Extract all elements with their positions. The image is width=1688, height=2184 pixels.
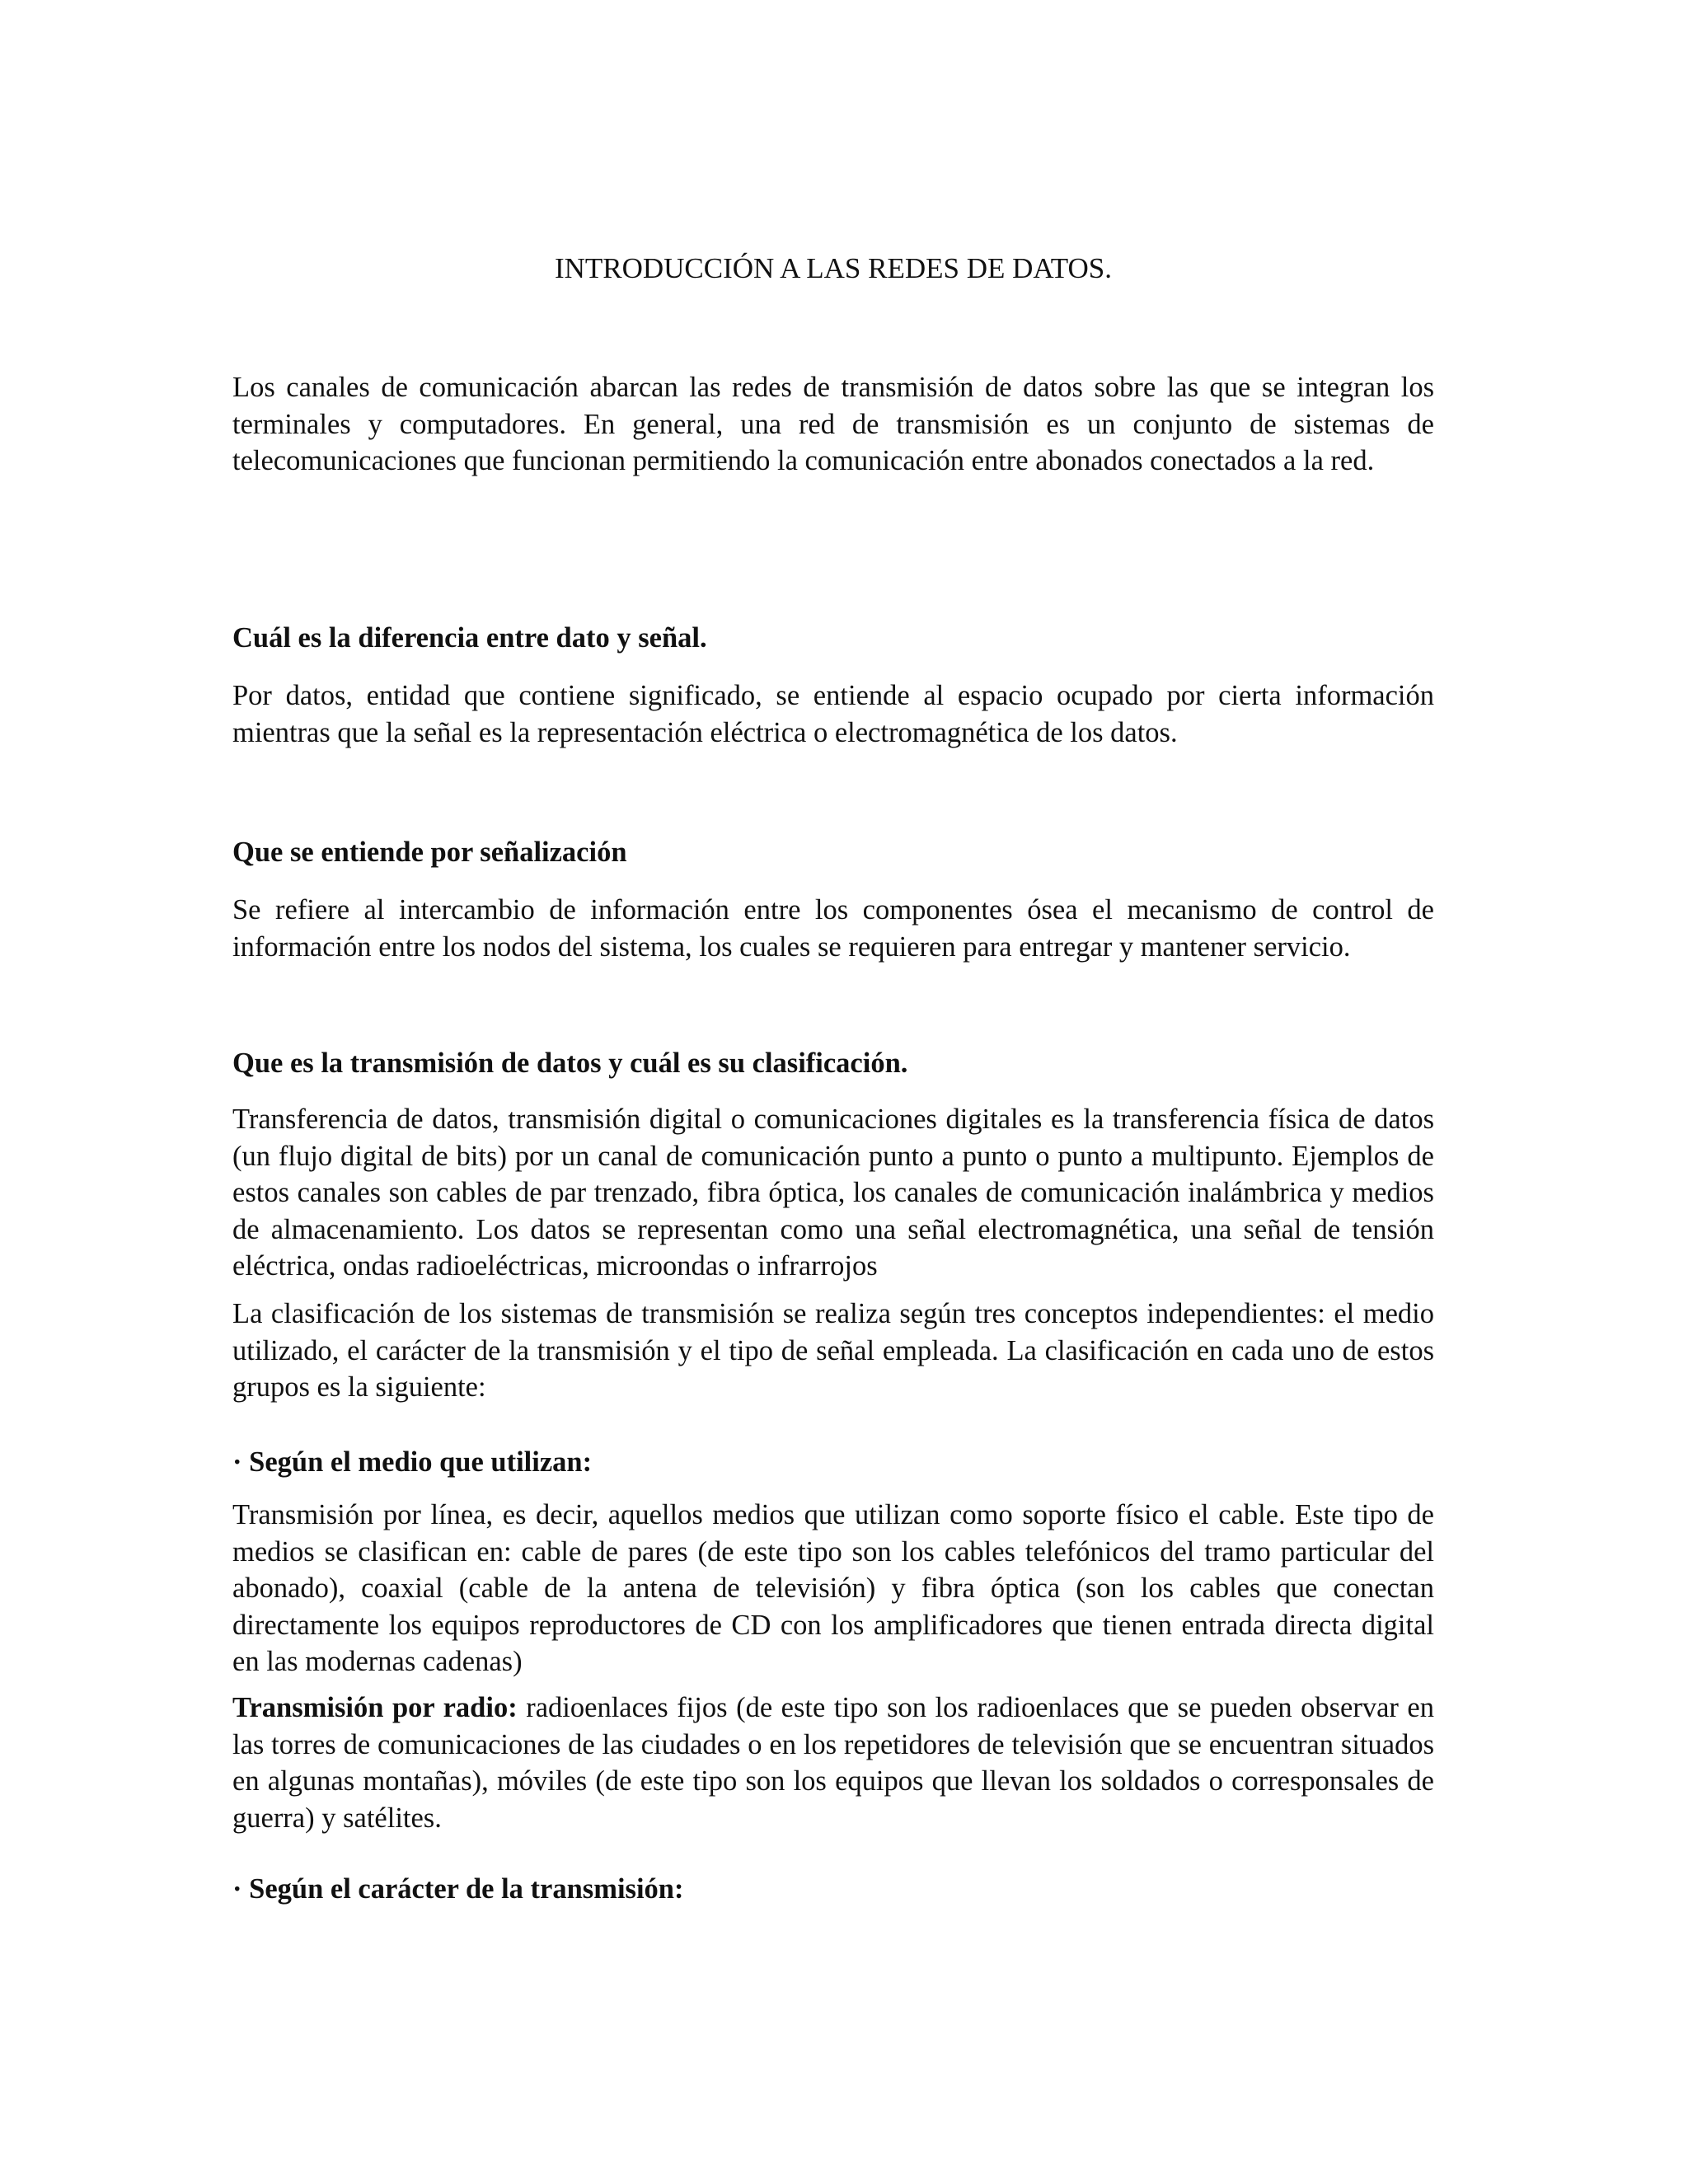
radio-label: Transmisión por radio: (232, 1692, 518, 1723)
radio-text: radioenlaces fijos (de este tipo son los radioenlaces que se pueden observar en las torres de comunicaciones de las ciudades o en los repetidores de televisión que se encuentran situados en algunas montañas), móviles (de este tipo son los equipos que llevan los soldados o corresponsales de guerra) y satélites. (232, 1692, 1434, 1834)
subsection-heading-medio: · Según el medio que utilizan: (232, 1446, 593, 1478)
section-body-dato-senal: Por datos, entidad que contiene significado, se entiende al espacio ocupado por cierta información mientras que la señal es la representación eléctrica o electromagnética de los datos. (232, 680, 1434, 748)
section-body-transmision-1: Transferencia de datos, transmisión digital o comunicaciones digitales es la transferencia física de datos (un flujo digital de bits) por un canal de comunicación punto a punto o punto a multipunto. Ejemplos de estos canales son cables de par trenzado, fibra óptica, los canales de comunicación inalámbrica y medios de almacenamiento. Los datos se representan como una señal electromagnética, una señal de tensión eléctrica, ondas radioeléctricas, microondas o infrarrojos (232, 1104, 1434, 1282)
document-title: INTRODUCCIÓN A LAS REDES DE DATOS. (554, 252, 1113, 284)
section-body-senalizacion: Se refiere al intercambio de información entre los componentes ósea el mecanismo de control de información entre los nodos del sistema, los cuales se requieren para entregar y mantener servicio. (232, 894, 1434, 963)
subsection-heading-caracter: · Según el carácter de la transmisión: (232, 1873, 684, 1905)
medio-radio-paragraph (232, 1690, 1434, 1836)
intro-paragraph: Los canales de comunicación abarcan las redes de transmisión de datos sobre las que se integran los terminales y computadores. En general, una red de transmisión es un conjunto de sistemas de telecomunicaciones que funcionan permitiendo la comunicación entre abonados conectados a la red. (232, 372, 1434, 476)
section-heading-senalizacion: Que se entiende por señalización (232, 837, 627, 868)
section-heading-transmision: Que es la transmisión de datos y cuál es su clasificación. (232, 1047, 908, 1079)
medio-linea-paragraph: Transmisión por línea, es decir, aquellos medios que utilizan como soporte físico el cable. Este tipo de medios se clasifican en: cable de pares (de este tipo son los cables telefónicos del tramo particular del abonado), coaxial (cable de la antena de televisión) y fibra óptica (son los cables que conectan directamente los equipos reproductores de CD con los amplificadores que tienen entrada directa digital en las modernas cadenas) (232, 1499, 1434, 1677)
section-body-transmision-2: La clasificación de los sistemas de transmisión se realiza según tres conceptos independientes: el medio utilizado, el carácter de la transmisión y el tipo de señal empleada. La clasificación en cada uno de estos grupos es la siguiente: (232, 1298, 1434, 1403)
section-heading-dato-senal: Cuál es la diferencia entre dato y señal. (232, 622, 707, 654)
